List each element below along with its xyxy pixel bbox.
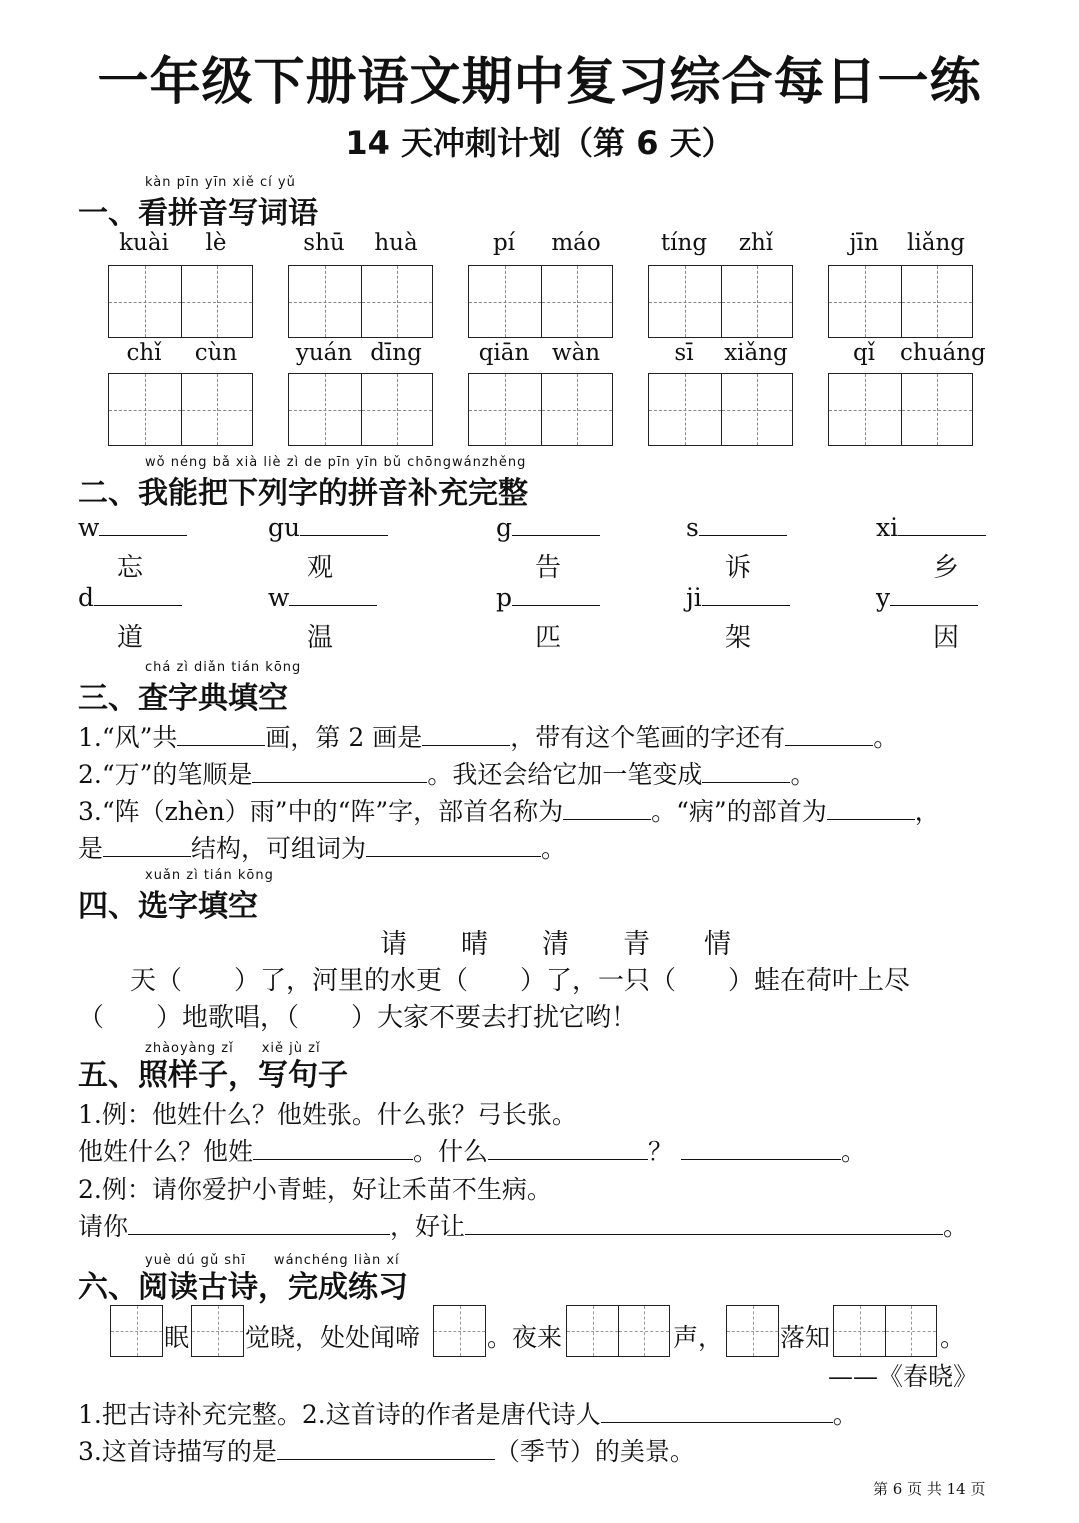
poem-box-4[interactable] bbox=[566, 1305, 670, 1357]
s5-example-2: 2.例：请你爱护小青蛙，好让禾苗不生病。 bbox=[78, 1175, 552, 1204]
s6-question-2 bbox=[78, 1432, 695, 1468]
poem-text-6: 。 bbox=[940, 1323, 966, 1352]
writing-cell[interactable] bbox=[361, 266, 433, 337]
hanzi-char: 道 bbox=[116, 623, 143, 653]
s4-choices: 请 晴 清 青 情 bbox=[380, 929, 731, 960]
pinyin-prefix: w bbox=[268, 583, 290, 612]
hanzi-char: 架 bbox=[724, 623, 751, 653]
pinyin-prefix: ji bbox=[686, 583, 702, 612]
writing-cell[interactable] bbox=[829, 374, 901, 445]
pinyin-blank[interactable] bbox=[702, 583, 790, 606]
pinyin-item bbox=[686, 583, 790, 612]
s3-blank-second-stroke[interactable] bbox=[422, 723, 510, 746]
s2-ruby: wǒ néng bǎ xià liè zì de pīn yīn bǔ chōngwánzhěng bbox=[145, 455, 527, 470]
s1-pinyin: chǐ bbox=[126, 340, 162, 366]
pinyin-blank[interactable] bbox=[699, 513, 787, 536]
s1-pinyin: kuài bbox=[119, 230, 169, 256]
writing-box[interactable] bbox=[468, 373, 613, 446]
writing-cell[interactable] bbox=[109, 266, 181, 337]
s3-blank-stroke-order[interactable] bbox=[252, 760, 427, 783]
writing-cell[interactable] bbox=[649, 266, 721, 337]
s5-blank-result[interactable] bbox=[465, 1212, 943, 1235]
s1-pinyin: dīng bbox=[370, 340, 422, 366]
s3-l2-text-c: 。 bbox=[790, 760, 816, 789]
s5-heading: 五、照样子，写句子 bbox=[78, 1058, 348, 1093]
s3-line-4 bbox=[78, 829, 566, 865]
writing-box[interactable] bbox=[108, 373, 253, 446]
poem-source: ——《春晓》 bbox=[828, 1362, 979, 1391]
writing-cell[interactable] bbox=[541, 266, 613, 337]
hanzi-char: 温 bbox=[306, 623, 333, 653]
s6-blank-poet[interactable] bbox=[601, 1400, 833, 1423]
s1-pinyin: huà bbox=[374, 230, 418, 256]
s3-l4-text-a: 是 bbox=[78, 834, 104, 863]
poem-text-1: 眠 bbox=[164, 1323, 190, 1352]
pinyin-blank[interactable] bbox=[898, 513, 986, 536]
s1-pinyin: qiān bbox=[478, 340, 530, 366]
page-footer: 第 6 页 共 14 页 bbox=[873, 1480, 986, 1498]
pinyin-item bbox=[686, 513, 787, 542]
hanzi-char: 乡 bbox=[932, 553, 959, 583]
writing-box[interactable] bbox=[648, 265, 793, 338]
hanzi-char: 匹 bbox=[534, 623, 561, 653]
pinyin-blank[interactable] bbox=[99, 513, 187, 536]
pinyin-blank[interactable] bbox=[512, 583, 600, 606]
s3-l2-text-b: 。我还会给它加一笔变成 bbox=[427, 760, 703, 789]
hanzi-char: 观 bbox=[306, 553, 333, 583]
pinyin-item bbox=[496, 513, 600, 542]
pinyin-blank[interactable] bbox=[94, 583, 182, 606]
s1-pinyin: qǐ bbox=[852, 340, 876, 366]
s1-pinyin: chuáng bbox=[900, 340, 986, 366]
poem-box-5[interactable] bbox=[726, 1305, 779, 1357]
writing-cell[interactable] bbox=[469, 266, 541, 337]
s5-l1-text-c: ？ bbox=[648, 1137, 674, 1166]
poem-box-2[interactable] bbox=[191, 1305, 244, 1357]
writing-cell[interactable] bbox=[901, 374, 973, 445]
s3-blank-radical-name[interactable] bbox=[563, 797, 651, 820]
poem-box-3[interactable] bbox=[433, 1305, 486, 1357]
writing-cell[interactable] bbox=[649, 374, 721, 445]
pinyin-prefix: s bbox=[686, 513, 699, 542]
pinyin-prefix: d bbox=[78, 583, 95, 612]
s6-heading: 六、阅读古诗，完成练习 bbox=[78, 1270, 408, 1305]
s3-line-1 bbox=[78, 718, 898, 754]
s3-line-2 bbox=[78, 755, 815, 791]
s1-pinyin: cùn bbox=[194, 340, 238, 366]
pinyin-blank[interactable] bbox=[512, 513, 600, 536]
writing-box[interactable] bbox=[108, 265, 253, 338]
s1-pinyin: shū bbox=[303, 230, 345, 256]
poem-text-4: 声， bbox=[673, 1323, 724, 1352]
s6-q1-text: 1.把古诗补充完整。2.这首诗的作者是唐代诗人 bbox=[78, 1400, 601, 1429]
s1-ruby: kàn pīn yīn xiě cí yǔ bbox=[145, 175, 296, 190]
writing-cell[interactable] bbox=[109, 374, 181, 445]
poem-box-1[interactable] bbox=[110, 1305, 163, 1357]
s1-pinyin: lè bbox=[205, 230, 227, 256]
pinyin-blank[interactable] bbox=[890, 583, 978, 606]
s3-blank-structure[interactable] bbox=[103, 834, 191, 857]
s3-l3-text-c: ， bbox=[914, 797, 940, 826]
writing-box[interactable] bbox=[288, 373, 433, 446]
writing-cell[interactable] bbox=[289, 374, 361, 445]
s6-q2-text: 3.这首诗描写的是 bbox=[78, 1437, 277, 1466]
s1-pinyin: jīn bbox=[849, 230, 879, 256]
writing-cell[interactable] bbox=[469, 374, 541, 445]
s6-ruby: yuè dú gǔ shī wánchéng liàn xí bbox=[145, 1253, 400, 1268]
pinyin-blank[interactable] bbox=[300, 513, 388, 536]
s5-l1-text-a: 他姓什么？他姓 bbox=[78, 1137, 254, 1166]
pinyin-item bbox=[268, 583, 377, 612]
pinyin-prefix: xi bbox=[876, 513, 899, 542]
poem-box-6[interactable] bbox=[833, 1305, 937, 1357]
hanzi-char: 因 bbox=[932, 623, 959, 653]
s5-ruby: zhàoyàng zǐ xiě jù zǐ bbox=[145, 1041, 321, 1056]
pinyin-item bbox=[78, 583, 182, 612]
writing-cell[interactable] bbox=[721, 374, 793, 445]
s1-pinyin: liǎng bbox=[907, 230, 965, 256]
s6-blank-season[interactable] bbox=[277, 1437, 495, 1460]
writing-cell[interactable] bbox=[181, 266, 253, 337]
s1-heading: 一、看拼音写词语 bbox=[78, 196, 318, 231]
s1-pinyin: pí bbox=[492, 230, 516, 256]
s4-line-2: （ ）地歌唱，（ ）大家不要去打扰它哟！ bbox=[78, 1003, 638, 1033]
writing-cell[interactable] bbox=[829, 266, 901, 337]
s1-pinyin: sī bbox=[674, 340, 694, 366]
pinyin-item bbox=[268, 513, 388, 542]
pinyin-prefix: g bbox=[496, 513, 513, 542]
s3-l3-text-b: 。“病”的部首为 bbox=[651, 797, 827, 826]
s3-blank-radical[interactable] bbox=[827, 797, 915, 820]
s3-blank-new-char[interactable] bbox=[702, 760, 790, 783]
s5-blank-request[interactable] bbox=[128, 1212, 390, 1235]
s5-blank-answer[interactable] bbox=[681, 1137, 841, 1160]
s5-l2-text-b: ，好让 bbox=[390, 1212, 466, 1241]
s5-line-1 bbox=[78, 1132, 866, 1168]
hanzi-char: 诉 bbox=[724, 553, 751, 583]
writing-cell[interactable] bbox=[361, 374, 433, 445]
s5-line-2 bbox=[78, 1207, 968, 1243]
s3-l1-text-c: ，带有这个笔画的字还有 bbox=[510, 723, 786, 752]
pinyin-prefix: y bbox=[876, 583, 891, 612]
writing-box[interactable] bbox=[828, 373, 973, 446]
s2-heading: 二、我能把下列字的拼音补充完整 bbox=[78, 476, 528, 511]
s4-heading: 四、选字填空 bbox=[78, 889, 258, 924]
s5-blank-what[interactable] bbox=[488, 1137, 648, 1160]
s6-question-1 bbox=[78, 1395, 858, 1431]
s4-ruby: xuǎn zì tián kōng bbox=[145, 868, 274, 883]
page-subtitle: 14 天冲刺计划（第 6 天） bbox=[345, 124, 734, 162]
s1-pinyin: yuán bbox=[295, 340, 353, 366]
s1-pinyin: wàn bbox=[551, 340, 601, 366]
s3-line-3 bbox=[78, 792, 940, 828]
poem-text-2: 觉晓，处处闻啼 bbox=[245, 1323, 421, 1352]
s5-blank-surname[interactable] bbox=[253, 1137, 413, 1160]
s3-l2-text-a: 2.“万”的笔顺是 bbox=[78, 760, 253, 789]
s3-l1-text-b: 画，第 2 画是 bbox=[265, 723, 423, 752]
poem-text-3: 。夜来 bbox=[487, 1323, 563, 1352]
s3-ruby: chá zì diǎn tián kōng bbox=[145, 660, 302, 675]
writing-cell[interactable] bbox=[901, 266, 973, 337]
s3-l4-text-c: 。 bbox=[541, 834, 567, 863]
s3-l1-text-d: 。 bbox=[873, 723, 899, 752]
writing-box[interactable] bbox=[288, 265, 433, 338]
s5-example-1: 1.例：他姓什么？他姓张。什么张？弓长张。 bbox=[78, 1100, 577, 1129]
s5-l1-text-b: 。什么 bbox=[413, 1137, 489, 1166]
writing-cell[interactable] bbox=[541, 374, 613, 445]
s3-blank-strokes[interactable] bbox=[177, 723, 265, 746]
s3-l3-text-a: 3.“阵（zhèn）雨”中的“阵”字，部首名称为 bbox=[78, 797, 564, 826]
s3-l4-text-b: 结构，可组词为 bbox=[191, 834, 367, 863]
s1-pinyin: zhǐ bbox=[738, 230, 774, 256]
s1-pinyin: máo bbox=[551, 230, 601, 256]
pinyin-item bbox=[78, 513, 187, 542]
s5-l2-text-a: 请你 bbox=[78, 1212, 129, 1241]
page-title: 一年级下册语文期中复习综合每日一练 bbox=[97, 53, 982, 112]
s6-q1-end: 。 bbox=[832, 1400, 858, 1429]
s4-line-1: 天（ ）了，河里的水更（ ）了，一只（ ）蛙在荷叶上尽 bbox=[130, 966, 911, 996]
pinyin-prefix: p bbox=[496, 583, 513, 612]
pinyin-item bbox=[496, 583, 600, 612]
writing-cell[interactable] bbox=[289, 266, 361, 337]
s1-pinyin: xiǎng bbox=[724, 340, 788, 366]
pinyin-prefix: w bbox=[78, 513, 100, 542]
hanzi-char: 忘 bbox=[116, 553, 143, 583]
hanzi-char: 告 bbox=[534, 553, 561, 583]
s3-l1-text-a: 1.“风”共 bbox=[78, 723, 178, 752]
pinyin-prefix: gu bbox=[268, 513, 301, 542]
writing-box[interactable] bbox=[468, 265, 613, 338]
s3-heading: 三、查字典填空 bbox=[78, 681, 288, 716]
s5-l2-text-c: 。 bbox=[943, 1212, 969, 1241]
pinyin-item bbox=[876, 513, 986, 542]
pinyin-item bbox=[876, 583, 978, 612]
s3-blank-other-chars[interactable] bbox=[785, 723, 873, 746]
writing-cell[interactable] bbox=[181, 374, 253, 445]
s6-q2-end: （季节）的美景。 bbox=[494, 1437, 695, 1466]
pinyin-blank[interactable] bbox=[289, 583, 377, 606]
s5-l1-text-d: 。 bbox=[841, 1137, 867, 1166]
s1-pinyin: tíng bbox=[660, 230, 708, 256]
s3-blank-word[interactable] bbox=[366, 834, 541, 857]
writing-box[interactable] bbox=[828, 265, 973, 338]
writing-box[interactable] bbox=[648, 373, 793, 446]
writing-cell[interactable] bbox=[721, 266, 793, 337]
poem-text-5: 落知 bbox=[780, 1323, 831, 1352]
